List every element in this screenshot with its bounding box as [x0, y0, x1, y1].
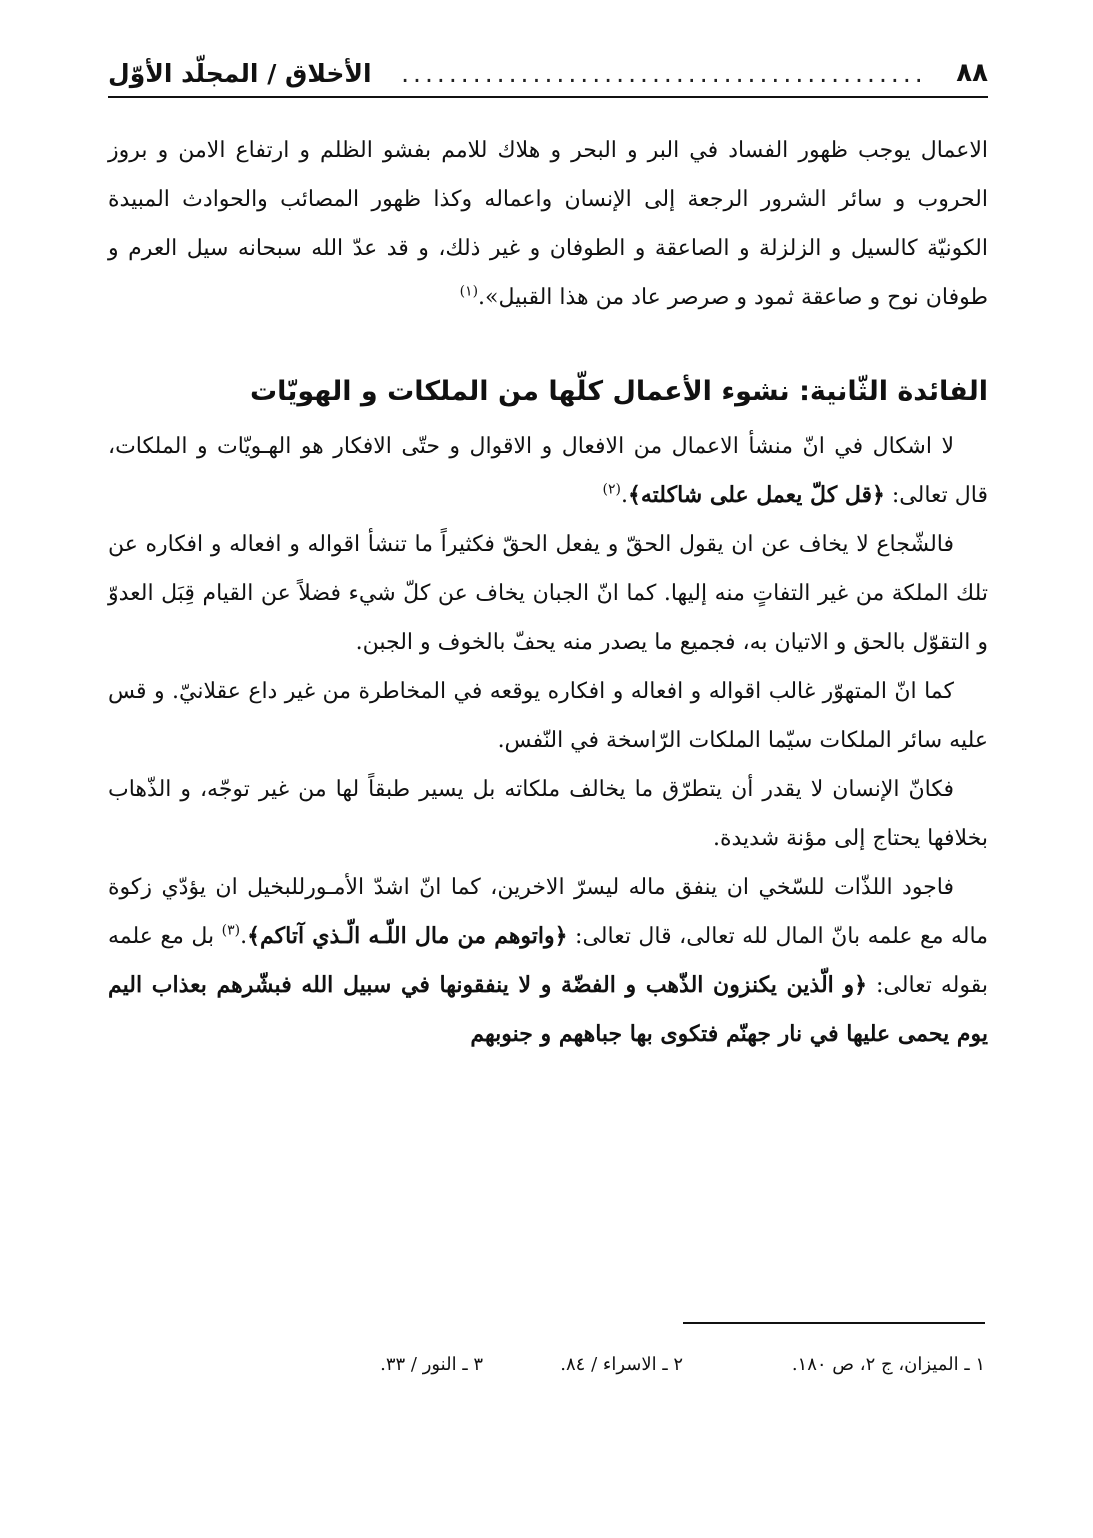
footnote-ref-2: (٢) — [602, 481, 621, 498]
quran-quote-2: ﴿واتوهم من مال اللّـه الّـذي آتاكم﴾ — [247, 923, 568, 949]
paragraph-1: الاعمال يوجب ظهور الفساد في البر و البحر و هلاك للامم بفشو الظلم و ارتفاع الامن و بروز الحروب و سائر الشرور الرجعة إلى الإنسان واعماله وكذا ظهور المصائب والحوادث المبيدة الكونيّة كالسيل و الزلزلة و الصاعقة و الطوفان و غير ذلك، و قد عدّ الله سبحانه سيل العرم و طوفان نوح و صاعقة ثمود و صرصر عاد من هذا القبيل».$^{(١)}$ — [108, 138, 988, 310]
paragraph-3: فالشّجاع لا يخاف عن ان يقول الحقّ و يفعل الحقّ فكثيراً ما تنشأ اقواله و افعاله و افكاره عن تلك الملكة من غير التفاتٍ منه إليها. كما انّ الجبان يخاف عن كلّ شيء فضلاً عن القيام قِبَل العدوّ و التقوّل بالحق و الاتيان به، فجميع ما يصدر منه يحفّ بالخوف و الجبن. — [108, 532, 988, 655]
running-title: الأخلاق / المجلّد الأوّل — [108, 58, 372, 88]
quran-quote-1: ﴿قل كلّ يعمل على شاكلته﴾ — [627, 482, 885, 508]
page-body — [108, 126, 988, 1059]
footnote-ref-3: (٣) — [221, 922, 241, 939]
header-dot-leader: ............................................ — [401, 58, 927, 88]
footnotes — [108, 1350, 985, 1380]
paragraph-6: فاجود اللذّات للسّخي ان ينفق ماله ليسرّ الاخرين، كما انّ اشدّ الأمـورللبخيل ان يؤدّي زكوة ماله مع علمه بانّ المال لله تعالى، قال تعالى: ﴿واتوهم من مال اللّـه الّـذي آتاكم﴾.$^{(٣)}$ بل مع علمه بقوله تعالى: ﴿و الّذين يكنزون الذّهب و الفضّة و لا ينفقونها في سبيل الله فبشّرهم بعذاب اليم يوم يحمى عليها في نار جهنّم فتكوى بها جباههم و جنوبهم — [108, 875, 988, 1047]
footnote-2: ٢ ـ الاسراء / ٨٤. — [560, 1354, 683, 1375]
page-header — [108, 50, 988, 98]
paragraph-2: لا اشكال في انّ منشأ الاعمال من الافعال و الاقوال و حتّى الافكار هو الهـويّات و الملكات، قال تعالى: ﴿قل كلّ يعمل على شاكلته﴾.$^{(٢)}$ — [108, 434, 988, 508]
footnote-ref-1: (١) — [459, 283, 479, 300]
footnote-divider — [683, 1322, 985, 1324]
section-heading: الفائدة الثّانية: نشوء الأعمال كلّها من الملكات و الهويّات — [249, 376, 988, 407]
page-number: ٨٨ — [956, 58, 988, 88]
paragraph-5: فكانّ الإنسان لا يقدر أن يتطرّق ما يخالف ملكاته بل يسير طبقاً لها من غير توجّه، و الذّهاب بخلافها يحتاج إلى مؤنة شديدة. — [108, 777, 988, 851]
quran-quote-3: ﴿و الّذين يكنزون الذّهب و الفضّة و لا ينفقونها في سبيل الله فبشّرهم بعذاب اليم يوم يحمى عليها في نار جهنّم فتكوى بها جباههم و جنوبهم — [108, 972, 988, 1047]
footnote-3: ٣ ـ النور / ٣٣. — [380, 1354, 483, 1375]
footnote-1: ١ ـ الميزان، ج ٢، ص ١٨٠. — [791, 1354, 985, 1375]
paragraph-4: كما انّ المتهوّر غالب اقواله و افعاله و افكاره يوقعه في المخاطرة من غير داع عقلانيّ. و قس عليه سائر الملكات سيّما الملكات الرّاسخة في النّفس. — [108, 679, 988, 753]
